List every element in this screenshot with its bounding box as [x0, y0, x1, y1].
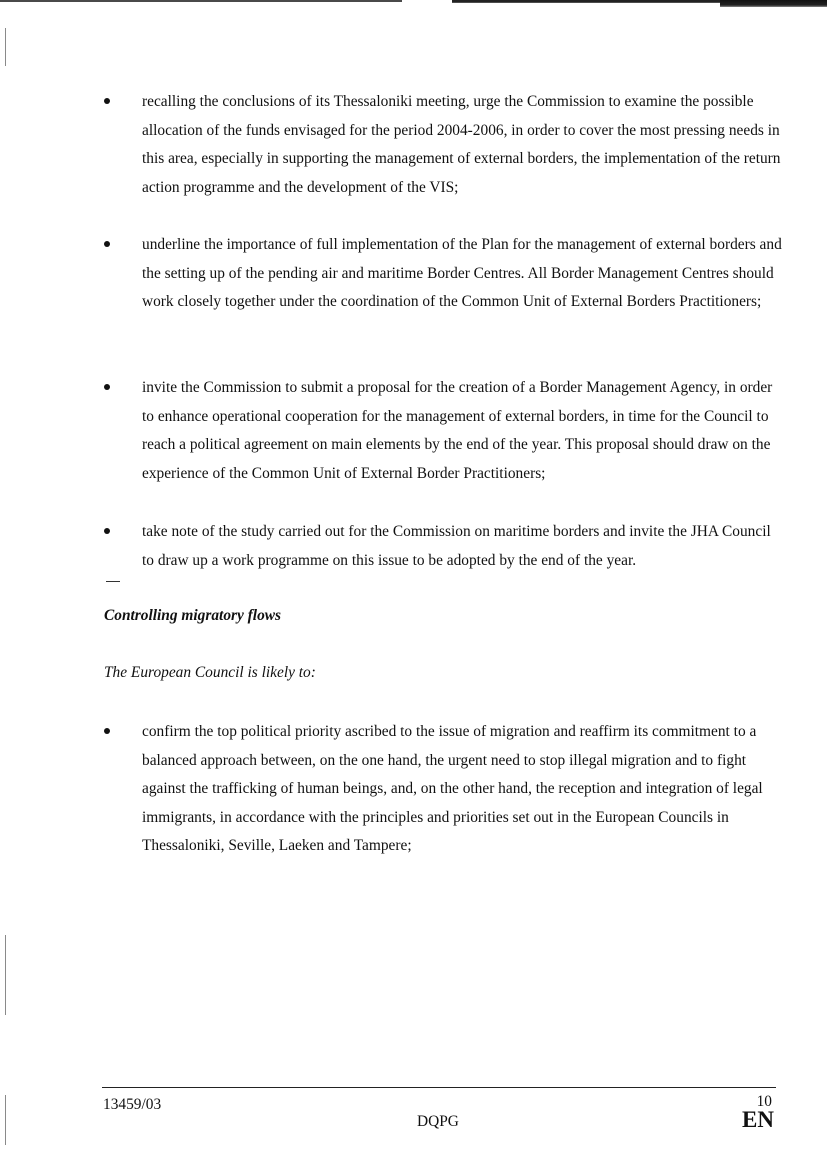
intro-text: The European Council is likely to:: [104, 664, 316, 681]
document-reference: 13459/03: [103, 1096, 162, 1113]
bullet-icon: [104, 728, 110, 734]
list-item-text: confirm the top political priority ascribed to the issue of migration and reaffirm its commitment to a balanced approach between, on the one hand, the urgent need to stop illegal migration and to fight against the trafficking of human beings, and, on the other hand, the reception and integration of legal immigrants, in accordance with the principles and priorities set out in the European Councils in Thessaloniki, Seville, Laeken and Tampere;: [142, 723, 763, 855]
list-item: [104, 231, 784, 317]
bullet-icon: [104, 98, 110, 104]
list-item-text: recalling the conclusions of its Thessaloniki meeting, urge the Commission to examine the possible allocation of the funds envisaged for the period 2004-2006, in order to cover the most pressing needs in this area, especially in supporting the management of external borders, the implementation of the return action programme and the development of the VIS;: [142, 93, 781, 196]
list-item-text: take note of the study carried out for the Commission on maritime borders and invite the JHA Council to draw up a work programme on this issue to be adopted by the end of the year.: [142, 523, 771, 569]
list-item-text: underline the importance of full implementation of the Plan for the management of external borders and the setting up of the pending air and maritime Border Centres. All Border Management Centres should work closely together under the coordination of the Common Unit of External Borders Practitioners;: [142, 236, 782, 311]
list-item: [104, 718, 784, 861]
scan-edge-left: [5, 935, 6, 1015]
scan-edge-left: [5, 1095, 6, 1145]
department-code: DQPG: [417, 1113, 459, 1130]
section-heading: Controlling migratory flows: [104, 607, 282, 624]
list-item: [104, 88, 784, 202]
scan-edge-top-right-heavy: [720, 0, 827, 7]
footer-divider: [102, 1087, 776, 1088]
stray-mark: [106, 581, 120, 582]
scan-edge-left: [5, 28, 6, 66]
list-item: [104, 518, 784, 575]
bullet-icon: [104, 528, 110, 534]
language-code: EN: [742, 1107, 774, 1132]
list-item: [104, 374, 784, 488]
scan-edge-top-left: [0, 0, 402, 2]
list-item-text: invite the Commission to submit a proposal for the creation of a Border Management Agency, in order to enhance operational cooperation for the management of external borders, in time for the Council to reach a political agreement on main elements by the end of the year. This proposal should draw on the experience of the Common Unit of External Border Practitioners;: [142, 379, 773, 482]
bullet-icon: [104, 384, 110, 390]
bullet-icon: [104, 241, 110, 247]
page-number: 10: [756, 1093, 772, 1110]
